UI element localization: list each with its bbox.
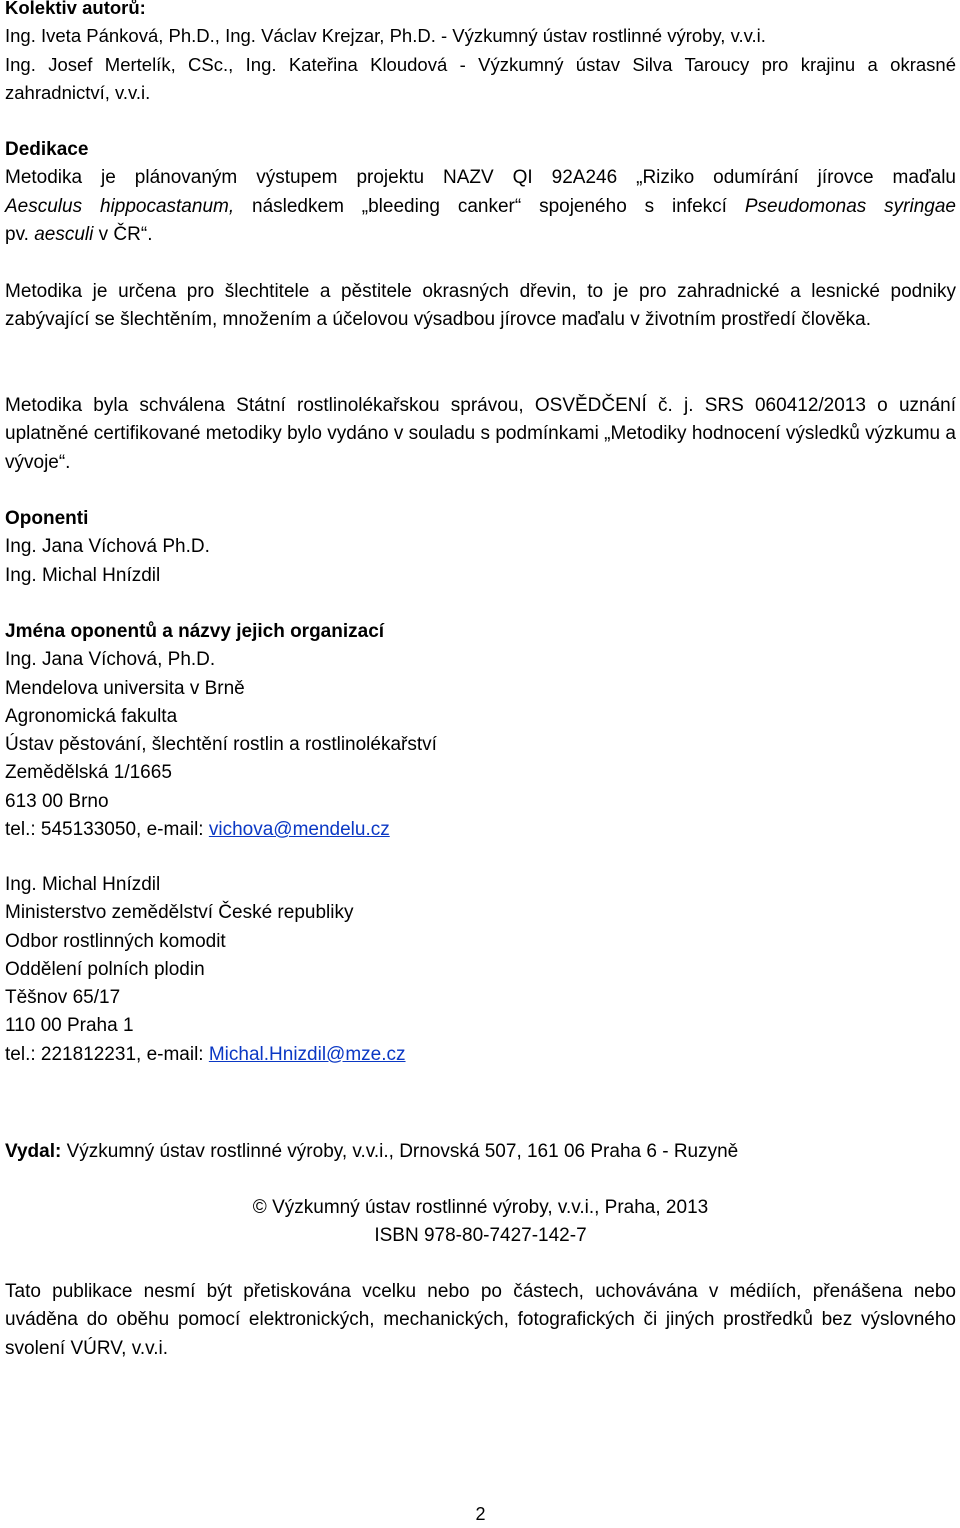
org-line: Těšnov 65/17 [5,987,121,1009]
tel-label: tel.: 221812231, e-mail: [5,1043,209,1065]
org-line: Zemědělská 1/1665 [5,762,172,784]
org-line: Agronomická fakulta [5,705,178,727]
dedication-line [5,193,956,221]
dedication-heading: Dedikace [5,139,89,160]
org-line: Mendelova universita v Brně [5,677,245,699]
contact-line [5,1041,956,1069]
reviewer-name: Ing. Jana Víchová Ph.D. [5,536,210,558]
authors-line: Ing. Iveta Pánková, Ph.D., Ing. Václav Krejzar, Ph.D. - Výzkumný ústav rostlinné výroby, v.v.i. [5,25,766,47]
authors-heading: Kolektiv autorů: [5,0,146,18]
isbn-line: ISBN 978-80-7427-142-7 [374,1225,587,1247]
reviewer-orgs-section [5,618,956,844]
dedication-section [5,136,956,249]
approval-paragraph: Metodika byla schválena Státní rostlinolékařskou správou, OSVĚDČENÍ č. j. SRS 060412/2013 o uznání uplatněné certifikované metodiky bylo vydáno v souladu s podmínkami „Metodiky hodnocení výsledků výzkumu a vývoje“. [5,395,956,473]
reviewers-heading: Oponenti [5,508,89,529]
pathovar-name: aesculi [34,223,94,245]
org-line: 110 00 Praha 1 [5,1015,134,1037]
copyright-line: © Výzkumný ústav rostlinné výroby, v.v.i., Praha, 2013 [252,1197,709,1218]
tel-label: tel.: 545133050, e-mail: [5,819,209,841]
rights-notice: Tato publikace nesmí být přetiskována vcelku nebo po částech, uchovávána v médiích, přenášena nebo uváděna do oběhu pomocí elektronických, mechanických, fotografických či jiných prostředků bez výslovného svolení VÚRV, v.v.i. [5,1281,956,1359]
org-line: Ing. Michal Hnízdil [5,874,161,895]
authors-section [5,0,956,107]
pathogen-name: Pseudomonas syringae [744,195,956,217]
dedication-fragment: následkem „bleeding canker“ spojeného s infekcí [234,195,745,217]
dedication-line [5,221,956,249]
org-line: 613 00 Brno [5,790,109,812]
publisher-line [5,1138,956,1166]
reviewer-orgs-heading: Jména oponentů a názvy jejich organizací [5,621,385,642]
org-line: Ministerstvo zemědělství České republiky [5,902,354,924]
publisher-label: Vydal: [5,1141,62,1162]
org-line: Ing. Jana Víchová, Ph.D. [5,649,216,671]
dedication-text [5,164,956,249]
purpose-paragraph: Metodika je určena pro šlechtitele a pěstitele okrasných dřevin, to je pro zahradnické a lesnické podniky zabývající se šlechtěním, množením a účelovou výsadbou jírovce maďalu v životním prostředí člověka. [5,281,956,331]
email-link[interactable]: Michal.Hnizdil@mze.cz [208,1043,406,1065]
page-number: 2 [475,1504,486,1524]
dedication-fragment: pv. [5,223,35,245]
authors-line: Ing. Josef Mertelík, CSc., Ing. Kateřina Kloudová - Výzkumný ústav Silva Taroucy pro krajinu a okrasné [5,53,956,75]
publisher-text: Výzkumný ústav rostlinné výroby, v.v.i., Drnovská 507, 161 06 Praha 6 - Ruzyně [61,1141,739,1162]
copyright-block [5,1194,956,1251]
dedication-line: Metodika je plánovaným výstupem projektu NAZV QI 92A246 „Riziko odumírání jírovce maďalu [5,167,956,189]
species-name: Aesculus hippocastanum, [5,195,235,217]
email-link[interactable]: vichova@mendelu.cz [208,819,390,841]
reviewer-orgs-second [5,871,956,1069]
authors-line: zahradnictví, v.v.i. [5,81,151,103]
reviewer-name: Ing. Michal Hnízdil [5,564,161,586]
org-line: Odbor rostlinných komodit [5,930,226,952]
contact-line [5,816,956,844]
org-line: Ústav pěstování, šlechtění rostlin a rostlinolékařství [5,734,437,756]
org-line: Oddělení polních plodin [5,958,205,980]
dedication-fragment: v ČR“. [93,223,153,245]
reviewers-section [5,505,956,590]
